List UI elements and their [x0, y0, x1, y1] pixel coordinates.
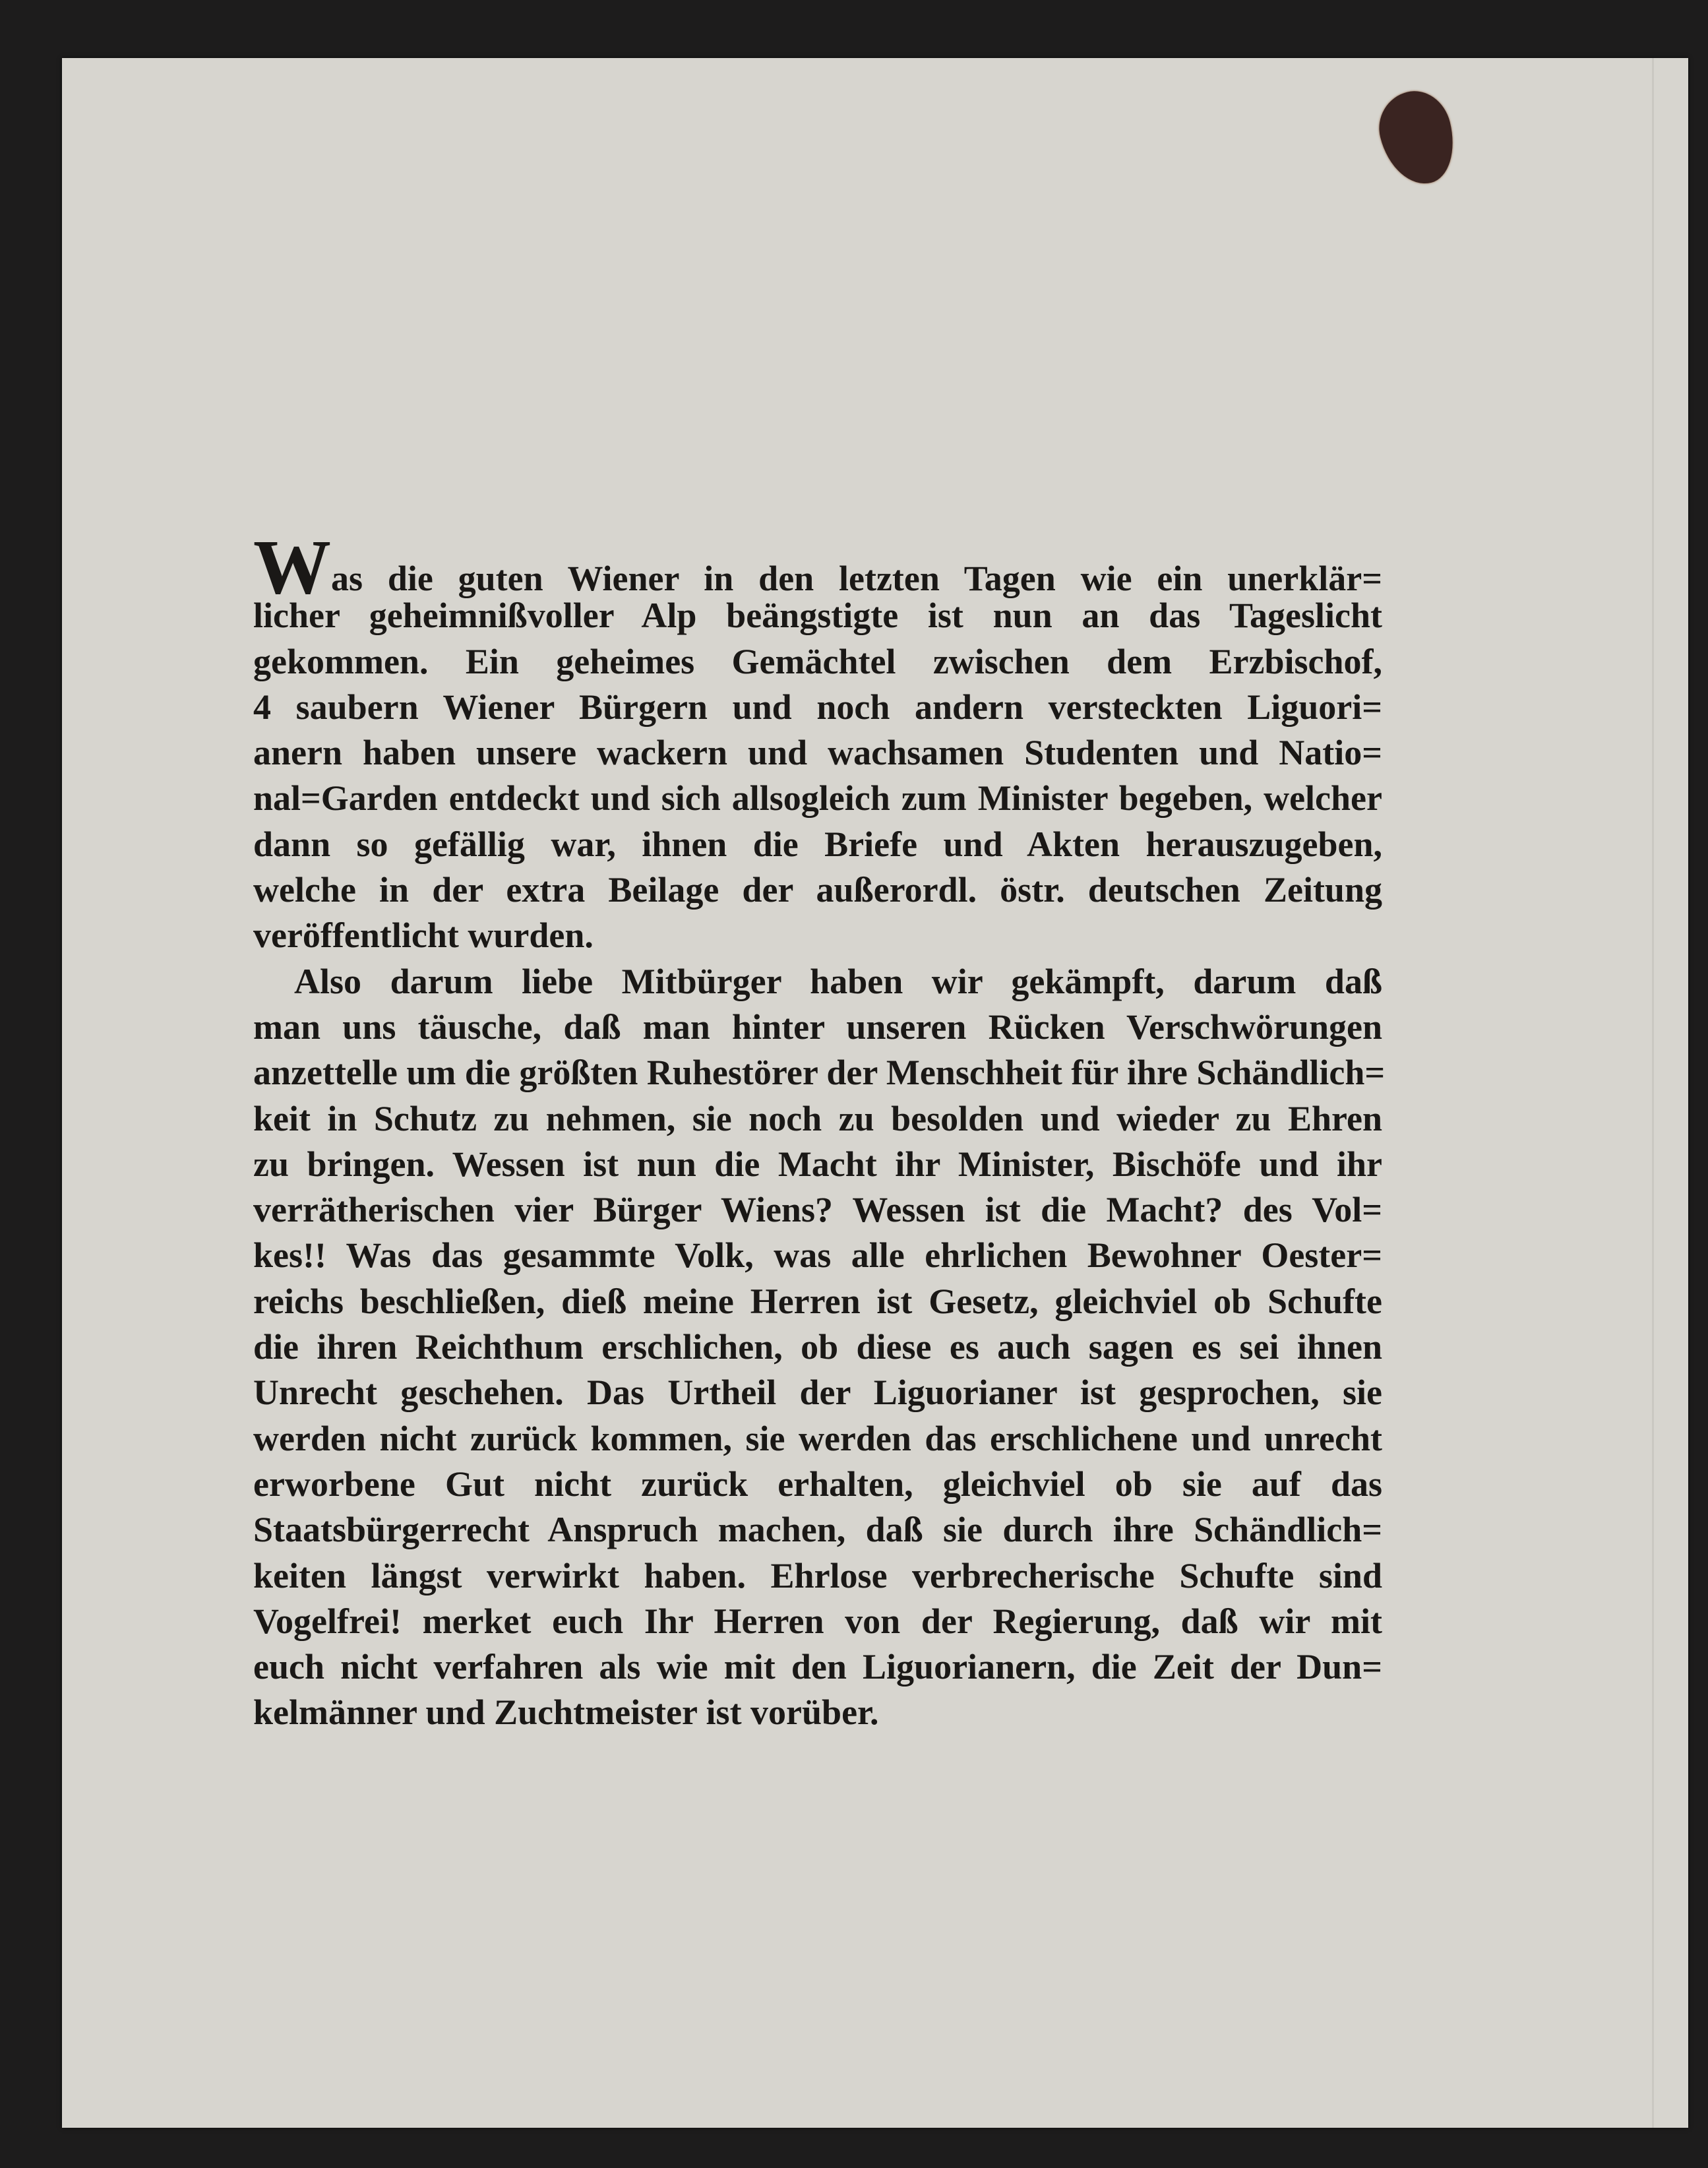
line-text: Unrecht geschehen. Das Urtheil der Liguorianer ist gesprochen, sie [253, 1373, 1382, 1413]
document-body [253, 524, 1386, 1736]
line-text: as die guten Wiener in den letzten Tagen wie ein unerklär= [331, 559, 1382, 598]
text-line [253, 1644, 1382, 1690]
text-line [253, 1324, 1382, 1370]
line-text: anzettelle um die größten Ruhestörer der Menschheit für ihre Schändlich= [253, 1053, 1386, 1093]
line-text: gekommen. Ein geheimes Gemächtel zwischen dem Erzbischof, [253, 641, 1382, 681]
line-text: erworbene Gut nicht zurück erhalten, gleichviel ob sie auf das [253, 1464, 1382, 1504]
line-text: verrätherischen vier Bürger Wiens? Wessen ist die Macht? des Vol= [253, 1190, 1382, 1230]
text-line [253, 776, 1382, 821]
line-text: euch nicht verfahren als wie mit den Liguorianern, die Zeit der Dun= [253, 1647, 1382, 1687]
text-line [253, 1370, 1382, 1415]
text-line [253, 1142, 1382, 1187]
line-text: kelmänner und Zuchtmeister ist vorüber. [253, 1692, 879, 1733]
text-line [253, 1005, 1382, 1050]
text-line [253, 524, 1382, 610]
line-text: 4 saubern Wiener Bürgern und noch andern versteckten Liguori= [253, 687, 1382, 727]
line-text: man uns täusche, daß man hinter unseren Rücken Verschwörungen [253, 1007, 1382, 1047]
line-text: veröffentlicht wurden. [253, 915, 594, 956]
text-line [253, 1507, 1382, 1553]
text-line [253, 1050, 1386, 1096]
text-line [253, 1462, 1382, 1507]
line-text: zu bringen. Wessen ist nun die Macht ihr Minister, Bischöfe und ihr [253, 1144, 1382, 1184]
line-text: Staatsbürgerrecht Anspruch machen, daß sie durch ihre Schändlich= [253, 1510, 1382, 1550]
line-text: keiten längst verwirkt haben. Ehrlose verbrecherische Schufte sind [253, 1555, 1382, 1595]
line-text: keit in Schutz zu nehmen, sie noch zu besolden und wieder zu Ehren [253, 1098, 1382, 1138]
line-text: welche in der extra Beilage der außerordl. östr. deutschen Zeitung [253, 870, 1382, 910]
paper-fold [1652, 58, 1654, 2128]
text-line [253, 1187, 1382, 1233]
line-text: die ihren Reichthum erschlichen, ob diese es auch sagen es sei ihnen [253, 1327, 1382, 1367]
text-line [253, 685, 1382, 730]
text-line [253, 1553, 1382, 1599]
line-text: Vogelfrei! merket euch Ihr Herren von der Regierung, daß wir mit [253, 1601, 1382, 1641]
text-line [253, 913, 1382, 958]
line-text: werden nicht zurück kommen, sie werden das erschlichene und unrecht [253, 1418, 1382, 1458]
text-line [253, 1599, 1382, 1644]
text-line [253, 1416, 1382, 1462]
text-line [253, 822, 1382, 867]
text-line [253, 1233, 1382, 1278]
line-text: kes!! Was das gesammte Volk, was alle ehrlichen Bewohner Oester= [253, 1235, 1382, 1276]
line-text: dann so gefällig war, ihnen die Briefe und Akten herauszugeben, [253, 824, 1382, 864]
line-text: nal=Garden entdeckt und sich allsogleich zum Minister begeben, welcher [253, 778, 1382, 819]
text-line [253, 1690, 1382, 1735]
text-line [253, 639, 1382, 685]
line-text: Also darum liebe Mitbürger haben wir gekämpft, darum daß [294, 961, 1382, 1001]
drop-cap: W [253, 524, 331, 610]
text-line [253, 730, 1382, 776]
text-line [253, 593, 1382, 638]
text-line [253, 867, 1382, 913]
text-line [253, 1096, 1382, 1142]
line-text: anern haben unsere wackern und wachsamen Studenten und Natio= [253, 733, 1382, 773]
ink-stain [1371, 84, 1463, 192]
text-line [253, 1279, 1382, 1324]
line-text: licher geheimnißvoller Alp beängstigte ist nun an das Tageslicht [253, 596, 1382, 636]
line-text: reichs beschließen, dieß meine Herren ist Gesetz, gleichviel ob Schufte [253, 1281, 1382, 1321]
text-line [253, 959, 1382, 1005]
